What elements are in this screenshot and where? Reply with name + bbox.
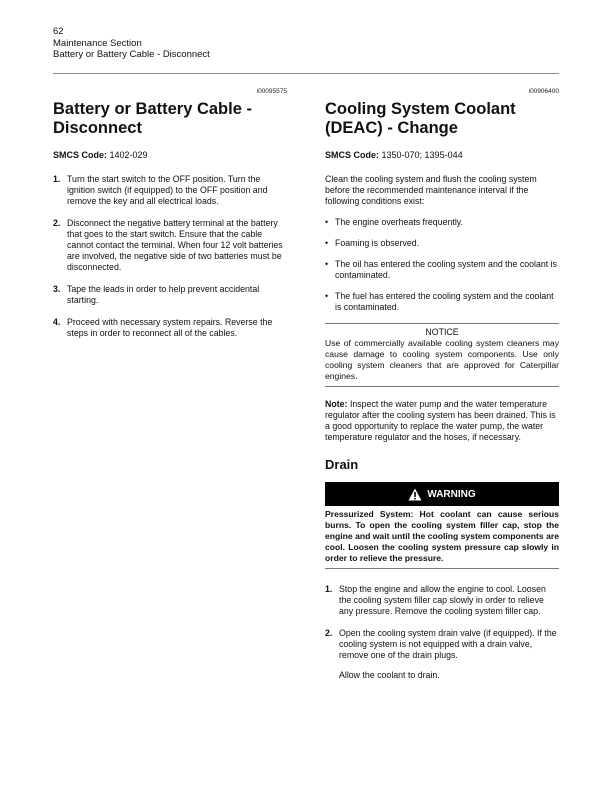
drain-step-list [325, 584, 559, 661]
bullet-icon: • [325, 217, 329, 227]
smcs-label: SMCS Code: [325, 150, 379, 160]
section-title [53, 100, 287, 138]
step-item [325, 628, 559, 661]
step-number: 1. [53, 174, 61, 184]
step-number: 3. [53, 284, 61, 294]
bullet-item: • The fuel has entered the cooling system and the coolant is contaminated. [325, 291, 554, 312]
step-number: 4. [53, 317, 61, 327]
bullet-icon: • [325, 291, 329, 301]
title-line-1: Battery or Battery Cable - [53, 100, 252, 118]
step-text: Open the cooling system drain valve (if equipped). If the cooling system is not equipped with a drain valve, remove one of the drain plugs. [339, 628, 557, 660]
step-text: Stop the engine and allow the engine to cool. Loosen the cooling system filler cap slowly in order to relieve any pressure. Remove the cooling system filler cap. [339, 584, 546, 616]
warning-banner [325, 482, 559, 506]
bullet-item: • The oil has entered the cooling system and the coolant is contaminated. [325, 259, 558, 280]
step-number: 2. [325, 628, 333, 638]
warning-body: Pressurized System: Hot coolant can cause serious burns. To open the cooling system filler cap, stop the engine and wait until the cooling system components are cool. Loosen the cooling system pressure cap slowly in order to relieve the pressure. [325, 506, 559, 569]
smcs-value: 1402-029 [109, 150, 148, 160]
reference-id: i00906400 [528, 88, 559, 95]
notice-body: Use of commercially available cooling system cleaners may cause damage to cooling system components. Use only cooling system cleaners that are approved for Caterpillar engines. [325, 338, 559, 381]
condition-list [325, 217, 559, 313]
page-header [53, 26, 210, 61]
smcs-code [325, 150, 559, 160]
right-column [325, 88, 559, 681]
title-line-2: (DEAC) - Change [325, 119, 458, 137]
drain-heading: Drain [325, 457, 359, 472]
step-item [53, 317, 287, 339]
reference-id: i00095575 [256, 88, 287, 95]
step-item [53, 218, 287, 273]
header-divider [53, 73, 559, 74]
step-text: Proceed with necessary system repairs. Reverse the steps in order to reconnect all of the cables. [67, 317, 273, 338]
note-paragraph [325, 399, 559, 443]
smcs-label: SMCS Code: [53, 150, 107, 160]
notice-title: NOTICE [425, 327, 459, 337]
page-number: 62 [53, 26, 64, 37]
bullet-icon: • [325, 259, 329, 269]
note-body: Inspect the water pump and the water temperature regulator after the cooling system has been drained. This is a good opportunity to replace the water pump, the water temperature regulator and the hoses, if necessary. [325, 399, 556, 442]
note-label: Note: [325, 399, 348, 409]
bullet-item: • Foaming is observed. [325, 238, 420, 248]
title-line-2: Disconnect [53, 119, 142, 137]
intro-paragraph: Clean the cooling system and flush the cooling system before the recommended maintenance interval if the following conditions exist: [325, 174, 537, 206]
step-number: 1. [325, 584, 333, 594]
topic-name: Battery or Battery Cable - Disconnect [53, 49, 210, 60]
bullet-item: • The engine overheats frequently. [325, 217, 463, 227]
bullet-icon: • [325, 238, 329, 248]
step-text: Disconnect the negative battery terminal at the battery that goes to the start switch. Ensure that the cable cannot contact the terminal. When four 12 volt batteries are involved, the negative side of two batteries must be disconnected. [67, 218, 283, 272]
step-text: Turn the start switch to the OFF position. Turn the ignition switch (if equipped) to the OFF position and remove the key and all electrical loads. [67, 174, 268, 206]
warning-triangle-icon [408, 488, 422, 501]
section-title [325, 100, 559, 138]
step-number: 2. [53, 218, 61, 228]
section-name: Maintenance Section [53, 37, 142, 49]
step-text: Tape the leads in order to help prevent accidental starting. [67, 284, 260, 305]
step-item [53, 174, 287, 207]
warning-label: WARNING [427, 488, 476, 500]
smcs-value: 1350-070; 1395-044 [381, 150, 463, 160]
title-line-1: Cooling System Coolant [325, 100, 516, 118]
step-item [325, 584, 559, 617]
step-item [53, 284, 287, 306]
smcs-code [53, 150, 287, 160]
step-list [53, 174, 287, 339]
left-column [53, 88, 287, 350]
notice-box [325, 323, 559, 387]
drain-followup: Allow the coolant to drain. [339, 670, 440, 680]
